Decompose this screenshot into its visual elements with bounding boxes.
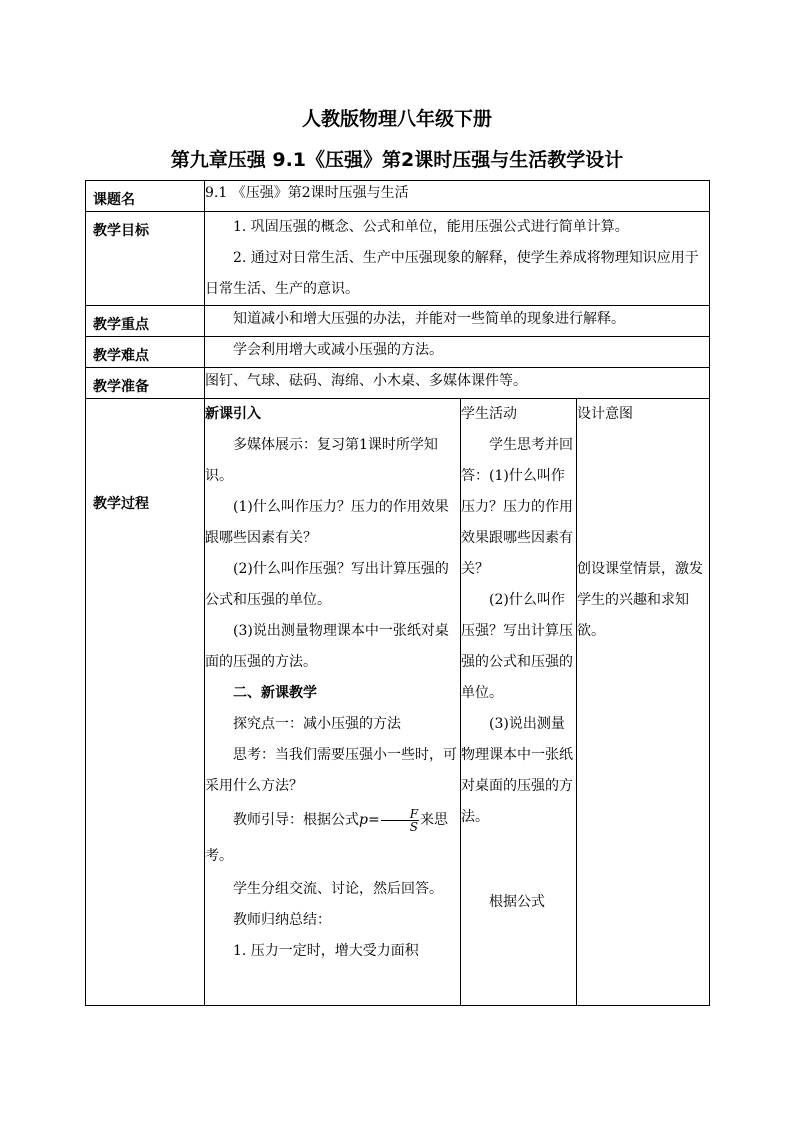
section-heading: 二、新课教学 <box>233 685 317 701</box>
label-topic: 课题名 <box>86 181 205 212</box>
row-process <box>86 399 710 1006</box>
row-key <box>86 306 710 337</box>
document-title: 人教版物理八年级下册 <box>301 108 492 130</box>
formula-line: 教师引导：根据公式p= $\frac{F}{S}$ 来思考。 <box>205 806 449 864</box>
lesson-plan-table <box>85 180 710 1006</box>
value-topic: 9.1 《压强》第2课时压强与生活 <box>205 181 710 212</box>
label-process: 教学过程 <box>86 399 205 1006</box>
label-difficulty: 教学难点 <box>86 337 205 368</box>
teacher-activity-cell: 新课引入 多媒体展示：复习第1课时所学知识。 (1)什么叫作压力？压力的作用效果跟哪些因素有关？ (2)什么叫作压强？写出计算压强的公式和压强的单位。 (3)说出测量物理课本中一张纸对桌面的压强的方法。 二、新课教学 探究点一：减小压强的方法 思考：当我们需要压强小一些时，可采用什么方法？ 教师引导：根据公式p= $\frac{F}{S}$ 来思考。 学生分组交流、讨论，然后回答。 教师归纳总结： 1. 压力一定时，增大受力面积 <box>205 399 461 1006</box>
label-key: 教学重点 <box>86 306 205 337</box>
section-heading: 新课引入 <box>205 406 261 422</box>
document-subtitle: 第九章压强 9.1《压强》第2课时压强与生活教学设计 <box>170 149 624 171</box>
value-prep: 图钉、气球、砝码、海绵、小木桌、多媒体课件等。 <box>205 368 710 399</box>
row-topic <box>86 181 710 212</box>
row-prep <box>86 368 710 399</box>
label-goals: 教学目标 <box>86 212 205 306</box>
value-goals <box>205 212 710 306</box>
value-key: 知道减小和增大压强的办法，并能对一些简单的现象进行解释。 <box>205 306 710 337</box>
label-prep: 教学准备 <box>86 368 205 399</box>
goal-item: 1. 巩固压强的概念、公式和单位，能用压强公式进行简单计算。 <box>233 219 629 235</box>
fraction-formula: $\frac{F}{S}$ <box>381 808 419 833</box>
design-intent-cell: 设计意图 创设课堂情景，激发学生的兴趣和求知欲。 <box>577 399 710 1006</box>
student-activity-cell: 学生活动 学生思考并回答：(1)什么叫作压力？压力的作用效果跟哪些因素有关？ (2)什么叫作压强？写出计算压强的公式和压强的单位。 (3)说出测量物理课本中一张纸对桌面的压强的方法。 根据公式 <box>461 399 577 1006</box>
goal-item: 2. 通过对日常生活、生产中压强现象的解释，使学生养成将物理知识应用于日常生活、生产的意识。 <box>205 250 699 297</box>
value-difficulty: 学会利用增大或减小压强的方法。 <box>205 337 710 368</box>
row-goals <box>86 212 710 306</box>
column-heading: 设计意图 <box>577 406 633 422</box>
row-difficulty <box>86 337 710 368</box>
column-heading: 学生活动 <box>461 406 517 422</box>
